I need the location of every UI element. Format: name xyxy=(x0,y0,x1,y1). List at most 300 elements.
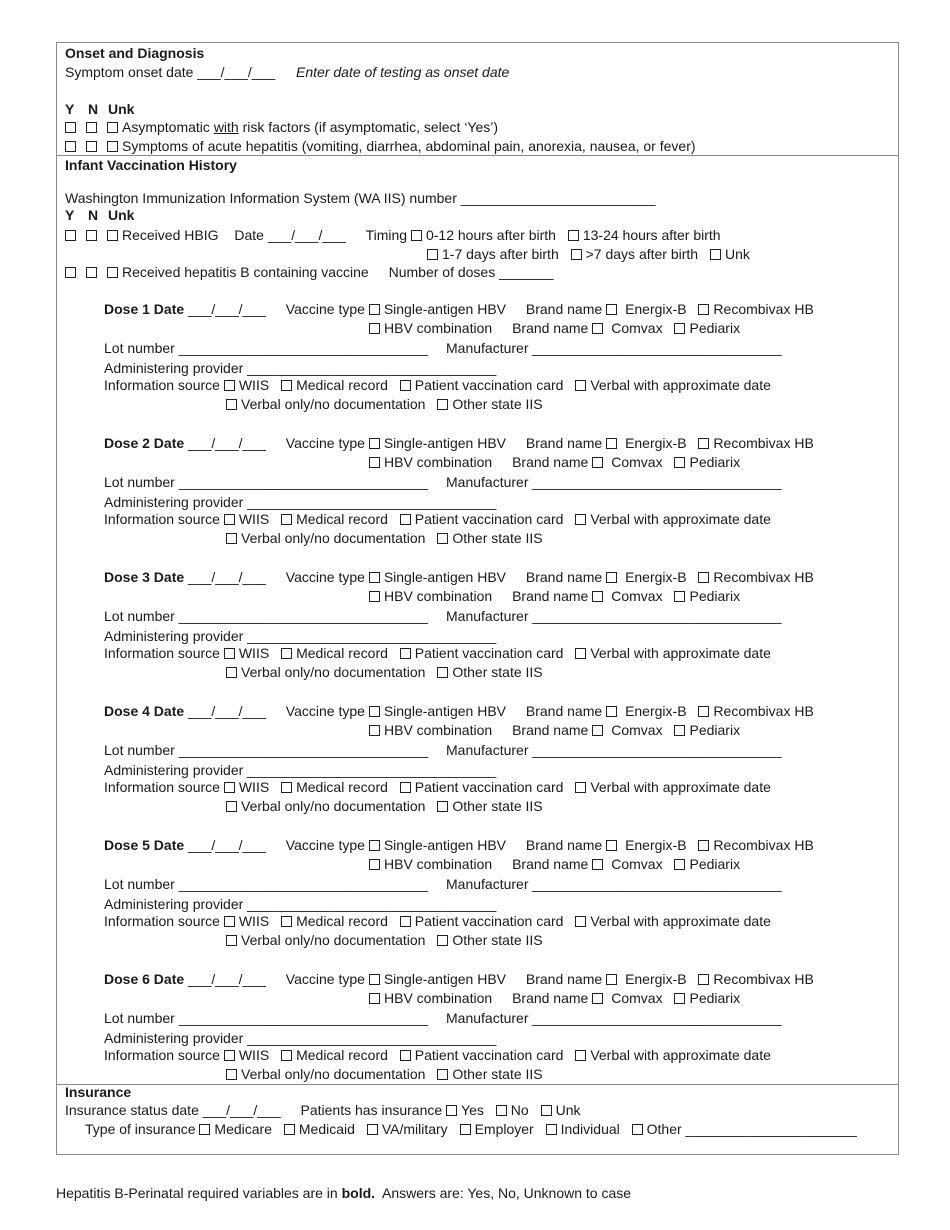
other-state-iis-checkbox[interactable] xyxy=(437,667,448,678)
manufacturer-field[interactable]: Manufacturer ________________________________ xyxy=(446,742,782,758)
dose-date-field[interactable]: ___/___/___ xyxy=(188,569,266,585)
verbal-date-label: Verbal with approximate date xyxy=(590,1047,771,1063)
hbv-combination-checkbox[interactable] xyxy=(369,993,380,1004)
symptoms-y-checkbox[interactable] xyxy=(65,141,76,152)
comvax-label: Comvax xyxy=(611,320,663,336)
hbv-combination-checkbox[interactable] xyxy=(369,457,380,468)
medical-record-checkbox[interactable] xyxy=(281,916,292,927)
insurance-yes-checkbox[interactable] xyxy=(446,1105,457,1116)
timing-1-7-checkbox[interactable] xyxy=(427,249,438,260)
energix-label: Energix-B xyxy=(625,703,687,719)
vaccination-card-checkbox[interactable] xyxy=(400,648,411,659)
timing-7plus-label: >7 days after birth xyxy=(585,246,699,262)
other-state-iis-label: Other state IIS xyxy=(452,396,543,412)
wiis-label: WIIS xyxy=(238,645,270,661)
single-antigen-checkbox[interactable] xyxy=(369,438,380,449)
recombivax-label: Recombivax HB xyxy=(713,435,814,451)
verbal-only-checkbox[interactable] xyxy=(226,533,237,544)
other-state-iis-label: Other state IIS xyxy=(452,530,543,546)
comvax-checkbox[interactable] xyxy=(592,323,603,334)
recombivax-checkbox[interactable] xyxy=(698,304,709,315)
verbal-only-label: Verbal only/no documentation xyxy=(241,798,426,814)
medical-record-label: Medical record xyxy=(296,377,388,393)
info-source-label: Information source xyxy=(104,913,220,929)
verbal-only-checkbox[interactable] xyxy=(226,801,237,812)
verbal-only-checkbox[interactable] xyxy=(226,667,237,678)
hbig-date-field[interactable]: ___/___/___ xyxy=(267,227,346,243)
administering-provider-field[interactable]: Administering provider ________________________________ xyxy=(104,628,497,644)
vaccine-type-label: Vaccine type xyxy=(285,435,365,451)
medical-record-checkbox[interactable] xyxy=(281,1050,292,1061)
lot-number-field[interactable]: Lot number ________________________________ xyxy=(104,340,428,356)
wiis-checkbox[interactable] xyxy=(224,782,235,793)
verbal-only-label: Verbal only/no documentation xyxy=(241,664,426,680)
manufacturer-field[interactable]: Manufacturer ________________________________ xyxy=(446,876,782,892)
brand-name-label: Brand name xyxy=(525,703,603,719)
hepb-vaccine-row xyxy=(65,264,554,281)
brand-name-label: Brand name xyxy=(512,990,589,1006)
medical-record-label: Medical record xyxy=(296,1047,388,1063)
vaccination-card-checkbox[interactable] xyxy=(400,380,411,391)
col-unk: Unk xyxy=(108,101,135,117)
individual-label: Individual xyxy=(560,1121,620,1137)
verbal-date-checkbox[interactable] xyxy=(575,380,586,391)
symptoms-unk-checkbox[interactable] xyxy=(107,141,118,152)
symptom-onset-date-field[interactable]: ___/___/___ xyxy=(197,64,276,80)
single-antigen-label: Single-antigen HBV xyxy=(383,301,506,317)
lot-number-field[interactable]: Lot number ________________________________ xyxy=(104,1010,428,1026)
other-state-iis-checkbox[interactable] xyxy=(437,801,448,812)
energix-label: Energix-B xyxy=(625,435,687,451)
dose-date-field[interactable]: ___/___/___ xyxy=(188,971,266,987)
other-state-iis-label: Other state IIS xyxy=(452,798,543,814)
brand-name-label: Brand name xyxy=(512,588,589,604)
other-state-iis-label: Other state IIS xyxy=(452,932,543,948)
pediarix-checkbox[interactable] xyxy=(674,457,685,468)
hbig-n-checkbox[interactable] xyxy=(86,230,97,241)
medicaid-label: Medicaid xyxy=(298,1121,355,1137)
verbal-date-label: Verbal with approximate date xyxy=(590,779,771,795)
has-insurance-label: Patients has insurance xyxy=(300,1102,443,1118)
onset-note: Enter date of testing as onset date xyxy=(296,64,510,80)
administering-provider-field[interactable]: Administering provider ________________________________ xyxy=(104,360,497,376)
recombivax-checkbox[interactable] xyxy=(698,706,709,717)
wiis-label: WIIS xyxy=(238,913,270,929)
dose-line-1 xyxy=(104,971,814,988)
energix-checkbox[interactable] xyxy=(606,438,617,449)
verbal-only-checkbox[interactable] xyxy=(226,935,237,946)
insurance-status-row xyxy=(65,1102,580,1119)
brand-name-label: Brand name xyxy=(512,856,589,872)
hbig-label: Received HBIG xyxy=(122,227,219,243)
col-y: Y xyxy=(65,101,75,117)
insurance-type-row xyxy=(85,1121,857,1138)
wa-iis-number-field[interactable]: Washington Immunization Information System (WA IIS) number _________________________ xyxy=(65,190,656,206)
hbv-combination-checkbox[interactable] xyxy=(369,725,380,736)
single-antigen-checkbox[interactable] xyxy=(369,572,380,583)
dose-line-1 xyxy=(104,837,814,854)
manufacturer-field[interactable]: Manufacturer ________________________________ xyxy=(446,1010,782,1026)
va-military-checkbox[interactable] xyxy=(367,1124,378,1135)
dose-date-field[interactable]: ___/___/___ xyxy=(188,703,266,719)
timing-label: Timing xyxy=(365,227,408,243)
dose-line-2 xyxy=(369,722,740,739)
wiis-checkbox[interactable] xyxy=(224,648,235,659)
wiis-checkbox[interactable] xyxy=(224,916,235,927)
info-source-row xyxy=(104,511,771,528)
hbig-unk-checkbox[interactable] xyxy=(107,230,118,241)
recombivax-label: Recombivax HB xyxy=(713,837,814,853)
dose-line-2 xyxy=(369,588,740,605)
medical-record-label: Medical record xyxy=(296,913,388,929)
pediarix-label: Pediarix xyxy=(689,856,741,872)
recombivax-checkbox[interactable] xyxy=(698,438,709,449)
recombivax-checkbox[interactable] xyxy=(698,974,709,985)
vaccination-card-checkbox[interactable] xyxy=(400,916,411,927)
asymptomatic-label-rest: risk factors (if asymptomatic, select ‘Yes’) xyxy=(238,119,499,135)
comvax-label: Comvax xyxy=(611,722,663,738)
info-source-row xyxy=(104,913,771,930)
number-of-doses-field[interactable]: Number of doses _______ xyxy=(388,264,554,280)
single-antigen-label: Single-antigen HBV xyxy=(383,703,506,719)
insurance-unk-checkbox[interactable] xyxy=(541,1105,552,1116)
vaccination-card-label: Patient vaccination card xyxy=(414,511,564,527)
wiis-label: WIIS xyxy=(238,377,270,393)
verbal-only-label: Verbal only/no documentation xyxy=(241,932,426,948)
wiis-label: WIIS xyxy=(238,779,270,795)
insurance-no-label: No xyxy=(510,1102,529,1118)
brand-name-label: Brand name xyxy=(525,837,603,853)
verbal-only-label: Verbal only/no documentation xyxy=(241,396,426,412)
hbv-combination-label: HBV combination xyxy=(384,588,493,604)
medical-record-checkbox[interactable] xyxy=(281,648,292,659)
other-state-iis-label: Other state IIS xyxy=(452,664,543,680)
comvax-label: Comvax xyxy=(611,990,663,1006)
asymptomatic-row xyxy=(65,119,498,136)
single-antigen-checkbox[interactable] xyxy=(369,840,380,851)
energix-label: Energix-B xyxy=(625,301,687,317)
info-source-row-2 xyxy=(226,664,543,681)
dose-date-field[interactable]: ___/___/___ xyxy=(188,837,266,853)
lot-number-field[interactable]: Lot number ________________________________ xyxy=(104,742,428,758)
verbal-date-checkbox[interactable] xyxy=(575,916,586,927)
vaccination-card-label: Patient vaccination card xyxy=(414,377,564,393)
insurance-status-date-label: Insurance status date xyxy=(65,1102,199,1118)
lot-number-field[interactable]: Lot number ________________________________ xyxy=(104,608,428,624)
hbv-combination-checkbox[interactable] xyxy=(369,323,380,334)
energix-label: Energix-B xyxy=(625,837,687,853)
asymptomatic-n-checkbox[interactable] xyxy=(86,122,97,133)
hepb-unk-checkbox[interactable] xyxy=(107,267,118,278)
administering-provider-field[interactable]: Administering provider ________________________________ xyxy=(104,494,497,510)
vaccination-card-label: Patient vaccination card xyxy=(414,645,564,661)
verbal-date-label: Verbal with approximate date xyxy=(590,377,771,393)
medicaid-checkbox[interactable] xyxy=(284,1124,295,1135)
dose-date-field[interactable]: ___/___/___ xyxy=(188,301,266,317)
hepb-label: Received hepatitis B containing vaccine xyxy=(122,264,369,280)
energix-checkbox[interactable] xyxy=(606,974,617,985)
verbal-only-checkbox[interactable] xyxy=(226,399,237,410)
va-military-label: VA/military xyxy=(381,1121,448,1137)
pediarix-checkbox[interactable] xyxy=(674,993,685,1004)
recombivax-checkbox[interactable] xyxy=(698,572,709,583)
other-state-iis-checkbox[interactable] xyxy=(437,1069,448,1080)
pediarix-label: Pediarix xyxy=(689,588,741,604)
asymptomatic-with: with xyxy=(213,119,239,135)
vaccine-type-label: Vaccine type xyxy=(285,837,365,853)
pediarix-label: Pediarix xyxy=(689,722,741,738)
insurance-unk-label: Unk xyxy=(555,1102,581,1118)
administering-provider-field[interactable]: Administering provider ________________________________ xyxy=(104,896,497,912)
info-source-row xyxy=(104,1047,771,1064)
timing-13-24-label: 13-24 hours after birth xyxy=(582,227,721,243)
recombivax-label: Recombivax HB xyxy=(713,569,814,585)
hbig-row xyxy=(65,227,721,244)
manufacturer-field[interactable]: Manufacturer ________________________________ xyxy=(446,608,782,624)
verbal-date-checkbox[interactable] xyxy=(575,1050,586,1061)
info-source-row-2 xyxy=(226,396,543,413)
employer-checkbox[interactable] xyxy=(460,1124,471,1135)
comvax-checkbox[interactable] xyxy=(592,859,603,870)
other-insurance-checkbox[interactable] xyxy=(632,1124,643,1135)
dose-date-label: Dose 3 Date xyxy=(104,569,185,585)
recombivax-checkbox[interactable] xyxy=(698,840,709,851)
medical-record-label: Medical record xyxy=(296,511,388,527)
hbv-combination-label: HBV combination xyxy=(384,454,493,470)
timing-7plus-checkbox[interactable] xyxy=(571,249,582,260)
verbal-date-label: Verbal with approximate date xyxy=(590,511,771,527)
vaccination-card-checkbox[interactable] xyxy=(400,514,411,525)
vaccination-card-checkbox[interactable] xyxy=(400,1050,411,1061)
energix-label: Energix-B xyxy=(625,971,687,987)
col-n: N xyxy=(87,101,99,117)
hepb-y-checkbox[interactable] xyxy=(65,267,76,278)
verbal-only-label: Verbal only/no documentation xyxy=(241,1066,426,1082)
col-y: Y xyxy=(65,207,75,223)
single-antigen-label: Single-antigen HBV xyxy=(383,435,506,451)
hbv-combination-label: HBV combination xyxy=(384,722,493,738)
insurance-no-checkbox[interactable] xyxy=(496,1105,507,1116)
info-source-label: Information source xyxy=(104,511,220,527)
pediarix-label: Pediarix xyxy=(689,990,741,1006)
hbv-combination-label: HBV combination xyxy=(384,320,493,336)
pediarix-checkbox[interactable] xyxy=(674,859,685,870)
dose-line-1 xyxy=(104,703,814,720)
info-source-row-2 xyxy=(226,932,543,949)
comvax-checkbox[interactable] xyxy=(592,725,603,736)
hbv-combination-label: HBV combination xyxy=(384,990,493,1006)
pediarix-label: Pediarix xyxy=(689,454,741,470)
wiis-checkbox[interactable] xyxy=(224,380,235,391)
hbv-combination-checkbox[interactable] xyxy=(369,591,380,602)
brand-name-label: Brand name xyxy=(512,722,589,738)
pediarix-checkbox[interactable] xyxy=(674,591,685,602)
other-state-iis-checkbox[interactable] xyxy=(437,935,448,946)
verbal-date-checkbox[interactable] xyxy=(575,648,586,659)
single-antigen-label: Single-antigen HBV xyxy=(383,971,506,987)
dose-line-2 xyxy=(369,454,740,471)
single-antigen-checkbox[interactable] xyxy=(369,706,380,717)
energix-checkbox[interactable] xyxy=(606,840,617,851)
medicare-checkbox[interactable] xyxy=(199,1124,210,1135)
verbal-date-label: Verbal with approximate date xyxy=(590,645,771,661)
single-antigen-checkbox[interactable] xyxy=(369,304,380,315)
wiis-checkbox[interactable] xyxy=(224,514,235,525)
dose-date-field[interactable]: ___/___/___ xyxy=(188,435,266,451)
wiis-label: WIIS xyxy=(238,511,270,527)
info-source-row-2 xyxy=(226,530,543,547)
ynu-header xyxy=(65,101,134,118)
brand-name-label: Brand name xyxy=(525,569,603,585)
comvax-checkbox[interactable] xyxy=(592,457,603,468)
infant-heading: Infant Vaccination History xyxy=(65,157,237,173)
col-unk: Unk xyxy=(108,207,135,223)
single-antigen-label: Single-antigen HBV xyxy=(383,837,506,853)
medical-record-checkbox[interactable] xyxy=(281,514,292,525)
energix-label: Energix-B xyxy=(625,569,687,585)
vaccine-type-label: Vaccine type xyxy=(285,569,365,585)
brand-name-label: Brand name xyxy=(512,454,589,470)
hepb-n-checkbox[interactable] xyxy=(86,267,97,278)
comvax-label: Comvax xyxy=(611,588,663,604)
info-source-label: Information source xyxy=(104,377,220,393)
comvax-checkbox[interactable] xyxy=(592,591,603,602)
verbal-only-label: Verbal only/no documentation xyxy=(241,530,426,546)
brand-name-label: Brand name xyxy=(525,301,603,317)
section-divider xyxy=(56,1084,899,1085)
info-source-label: Information source xyxy=(104,1047,220,1063)
dose-line-1 xyxy=(104,569,814,586)
vaccine-type-label: Vaccine type xyxy=(285,301,365,317)
individual-checkbox[interactable] xyxy=(546,1124,557,1135)
vaccine-type-label: Vaccine type xyxy=(285,703,365,719)
symptom-onset-label: Symptom onset date xyxy=(65,64,194,80)
symptom-onset-row xyxy=(65,64,509,81)
lot-number-field[interactable]: Lot number ________________________________ xyxy=(104,474,428,490)
symptoms-n-checkbox[interactable] xyxy=(86,141,97,152)
recombivax-label: Recombivax HB xyxy=(713,301,814,317)
brand-name-label: Brand name xyxy=(525,971,603,987)
col-n: N xyxy=(87,207,99,223)
dose-date-label: Dose 6 Date xyxy=(104,971,185,987)
hbv-combination-label: HBV combination xyxy=(384,856,493,872)
symptoms-label: Symptoms of acute hepatitis (vomiting, diarrhea, abdominal pain, anorexia, nausea, or fever) xyxy=(122,138,696,154)
comvax-label: Comvax xyxy=(611,856,663,872)
timing-13-24-checkbox[interactable] xyxy=(568,230,579,241)
employer-label: Employer xyxy=(474,1121,534,1137)
dose-date-label: Dose 4 Date xyxy=(104,703,185,719)
energix-checkbox[interactable] xyxy=(606,572,617,583)
footer-text-rest: Answers are: Yes, No, Unknown to case xyxy=(375,1185,632,1201)
medicare-label: Medicare xyxy=(214,1121,272,1137)
vaccine-type-label: Vaccine type xyxy=(285,971,365,987)
verbal-date-checkbox[interactable] xyxy=(575,782,586,793)
verbal-date-checkbox[interactable] xyxy=(575,514,586,525)
vaccination-card-label: Patient vaccination card xyxy=(414,1047,564,1063)
pediarix-checkbox[interactable] xyxy=(674,725,685,736)
info-source-row xyxy=(104,377,771,394)
asymptomatic-y-checkbox[interactable] xyxy=(65,122,76,133)
dose-line-1 xyxy=(104,301,814,318)
pediarix-checkbox[interactable] xyxy=(674,323,685,334)
wiis-label: WIIS xyxy=(238,1047,270,1063)
insurance-type-label: Type of insurance xyxy=(85,1121,196,1137)
vaccination-card-label: Patient vaccination card xyxy=(414,779,564,795)
hbv-combination-checkbox[interactable] xyxy=(369,859,380,870)
insurance-heading: Insurance xyxy=(65,1084,132,1100)
administering-provider-field[interactable]: Administering provider ________________________________ xyxy=(104,1030,497,1046)
info-source-label: Information source xyxy=(104,779,220,795)
medical-record-label: Medical record xyxy=(296,779,388,795)
timing-unk-label: Unk xyxy=(724,246,750,262)
dose-line-2 xyxy=(369,320,740,337)
footer-bold: bold. xyxy=(341,1185,376,1201)
lot-number-field[interactable]: Lot number ________________________________ xyxy=(104,876,428,892)
asymptomatic-label: Asymptomatic xyxy=(122,119,214,135)
info-source-row xyxy=(104,645,771,662)
hbig-y-checkbox[interactable] xyxy=(65,230,76,241)
recombivax-label: Recombivax HB xyxy=(713,703,814,719)
recombivax-label: Recombivax HB xyxy=(713,971,814,987)
footer-note xyxy=(56,1185,631,1201)
dose-date-label: Dose 5 Date xyxy=(104,837,185,853)
timing-0-12-label: 0-12 hours after birth xyxy=(425,227,556,243)
info-source-row-2 xyxy=(226,1066,543,1083)
manufacturer-field[interactable]: Manufacturer ________________________________ xyxy=(446,340,782,356)
other-state-iis-label: Other state IIS xyxy=(452,1066,543,1082)
hbig-date-label: Date xyxy=(234,227,264,243)
single-antigen-label: Single-antigen HBV xyxy=(383,569,506,585)
dose-line-1 xyxy=(104,435,814,452)
vaccination-card-label: Patient vaccination card xyxy=(414,913,564,929)
info-source-row-2 xyxy=(226,798,543,815)
medical-record-label: Medical record xyxy=(296,645,388,661)
wiis-checkbox[interactable] xyxy=(224,1050,235,1061)
other-state-iis-checkbox[interactable] xyxy=(437,533,448,544)
medical-record-checkbox[interactable] xyxy=(281,782,292,793)
timing-1-7-label: 1-7 days after birth xyxy=(442,246,559,262)
insurance-status-date-field[interactable]: ___/___/___ xyxy=(202,1102,281,1118)
timing-0-12-checkbox[interactable] xyxy=(411,230,422,241)
insurance-yes-label: Yes xyxy=(461,1102,484,1118)
timing-unk-checkbox[interactable] xyxy=(710,249,721,260)
administering-provider-field[interactable]: Administering provider ________________________________ xyxy=(104,762,497,778)
other-insurance-field[interactable]: Other ______________________ xyxy=(646,1121,857,1137)
onset-heading: Onset and Diagnosis xyxy=(65,45,205,61)
energix-checkbox[interactable] xyxy=(606,304,617,315)
pediarix-label: Pediarix xyxy=(689,320,741,336)
info-source-row xyxy=(104,779,771,796)
asymptomatic-unk-checkbox[interactable] xyxy=(107,122,118,133)
vaccination-card-checkbox[interactable] xyxy=(400,782,411,793)
energix-checkbox[interactable] xyxy=(606,706,617,717)
timing-row-2 xyxy=(427,246,750,263)
single-antigen-checkbox[interactable] xyxy=(369,974,380,985)
dose-date-label: Dose 2 Date xyxy=(104,435,185,451)
ynu-header-2 xyxy=(65,207,134,224)
manufacturer-field[interactable]: Manufacturer ________________________________ xyxy=(446,474,782,490)
comvax-checkbox[interactable] xyxy=(592,993,603,1004)
other-state-iis-checkbox[interactable] xyxy=(437,399,448,410)
info-source-label: Information source xyxy=(104,645,220,661)
section-divider xyxy=(56,155,899,156)
dose-line-2 xyxy=(369,990,740,1007)
verbal-only-checkbox[interactable] xyxy=(226,1069,237,1080)
medical-record-checkbox[interactable] xyxy=(281,380,292,391)
brand-name-label: Brand name xyxy=(512,320,589,336)
symptoms-row xyxy=(65,138,696,155)
brand-name-label: Brand name xyxy=(525,435,603,451)
